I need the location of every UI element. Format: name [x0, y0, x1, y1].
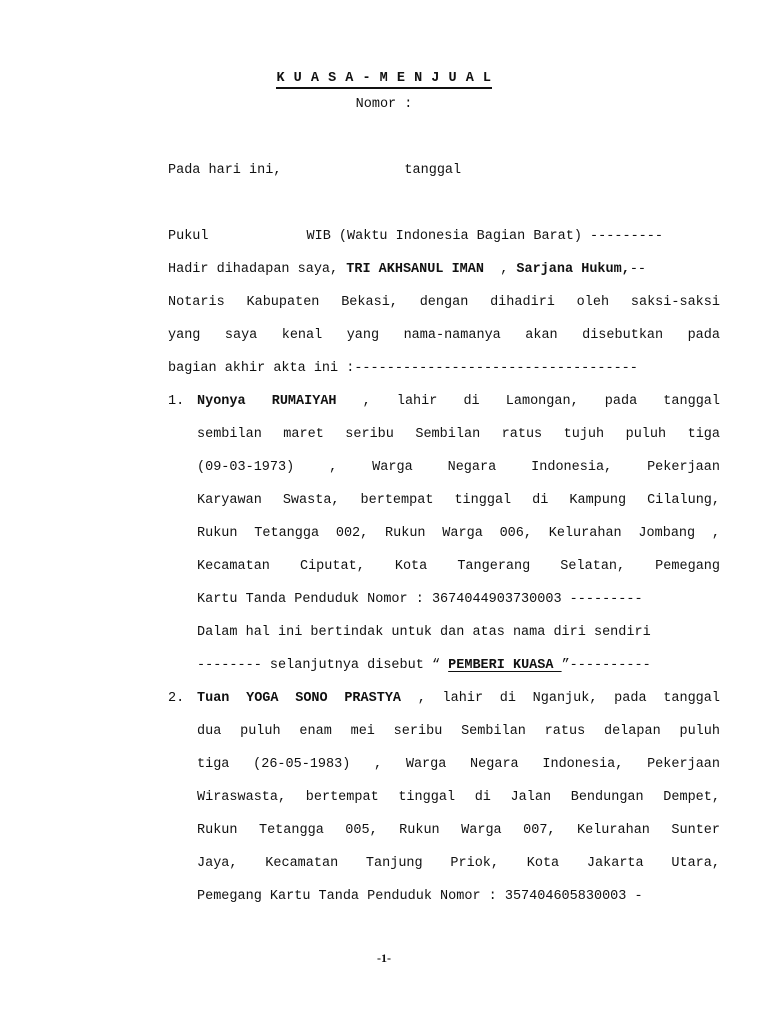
notary-dash: --	[629, 262, 647, 277]
party-1-line-3: (09-03-1973) , Warga Negara Indonesia, Pekerjaan	[197, 460, 720, 475]
document-body	[168, 154, 720, 913]
date-label: tanggal	[404, 163, 462, 178]
notary-name: TRI AKHSANUL IMAN	[346, 262, 484, 277]
party-2-line-1-rest: , lahir di Nganjuk, pada tanggal	[417, 691, 720, 706]
notary-title: Sarjana Hukum,	[516, 262, 630, 277]
party-2-name: Tuan YOGA SONO PRASTYA	[197, 691, 402, 706]
opening-line-4: yang saya kenal yang nama-namanya akan disebutkan pada	[168, 328, 720, 343]
hadir-prefix: Hadir dihadapan saya,	[168, 262, 339, 277]
party-2-line-2: dua puluh enam mei seribu Sembilan ratus delapan puluh	[197, 724, 720, 739]
party-2-line-6: Jaya, Kecamatan Tanjung Priok, Kota Jakarta Utara,	[197, 856, 720, 871]
party-1-line-9-post: ”----------	[561, 658, 651, 673]
party-2-line-5: Rukun Tetangga 005, Rukun Warga 007, Kelurahan Sunter	[197, 823, 720, 838]
time-label: Pukul	[168, 229, 209, 244]
party-1-line-7: Kartu Tanda Penduduk Nomor : 3674044903730003 ---------	[197, 592, 643, 607]
party-1-name: Nyonya RUMAIYAH	[197, 394, 337, 409]
party-1-line-5: Rukun Tetangga 002, Rukun Warga 006, Kelurahan Jombang ,	[197, 526, 720, 541]
opening-notary-line	[168, 253, 720, 286]
party-2-line-3: tiga (26-05-1983) , Warga Negara Indonesia, Pekerjaan	[197, 757, 720, 772]
party-1-line-9	[197, 649, 720, 682]
time-rest: WIB (Waktu Indonesia Bagian Barat) ---------	[306, 229, 663, 244]
party-1-line-6: Kecamatan Ciputat, Kota Tangerang Selatan, Pemegang	[197, 559, 720, 574]
party-1-line-1-rest: , lahir di Lamongan, pada tanggal	[362, 394, 720, 409]
opening-line-5: bagian akhir akta ini :-----------------------------------	[168, 361, 638, 376]
page-number: -1-	[377, 951, 391, 965]
notary-separator: ,	[500, 262, 509, 277]
party-2-line-1	[197, 682, 720, 715]
opening-day-line	[168, 154, 720, 187]
day-label: Pada hari ini,	[168, 163, 282, 178]
party-2-line-4: Wiraswasta, bertempat tinggal di Jalan Bendungan Dempet,	[197, 790, 720, 805]
party-1-role: PEMBERI KUASA	[448, 658, 562, 673]
party-1	[168, 385, 720, 682]
party-1-line-4: Karyawan Swasta, bertempat tinggal di Kampung Cilalung,	[197, 493, 720, 508]
party-1-line-9-pre: -------- selanjutnya disebut “	[197, 658, 449, 673]
party-2-number: 2.	[168, 691, 185, 706]
document-title-text: K U A S A - M E N J U A L	[276, 71, 491, 89]
party-2-line-7: Pemegang Kartu Tanda Penduduk Nomor : 357404605830003 -	[197, 889, 643, 904]
opening-time-line	[168, 220, 720, 253]
party-1-number: 1.	[168, 394, 185, 409]
opening-line-3: Notaris Kabupaten Bekasi, dengan dihadiri oleh saksi-saksi	[168, 295, 720, 310]
document-number-label: Nomor :	[355, 97, 413, 112]
party-1-line-2: sembilan maret seribu Sembilan ratus tujuh puluh tiga	[197, 427, 720, 442]
party-2	[168, 682, 720, 913]
party-1-line-1	[197, 385, 720, 418]
party-1-line-8: Dalam hal ini bertindak untuk dan atas nama diri sendiri	[197, 625, 651, 640]
